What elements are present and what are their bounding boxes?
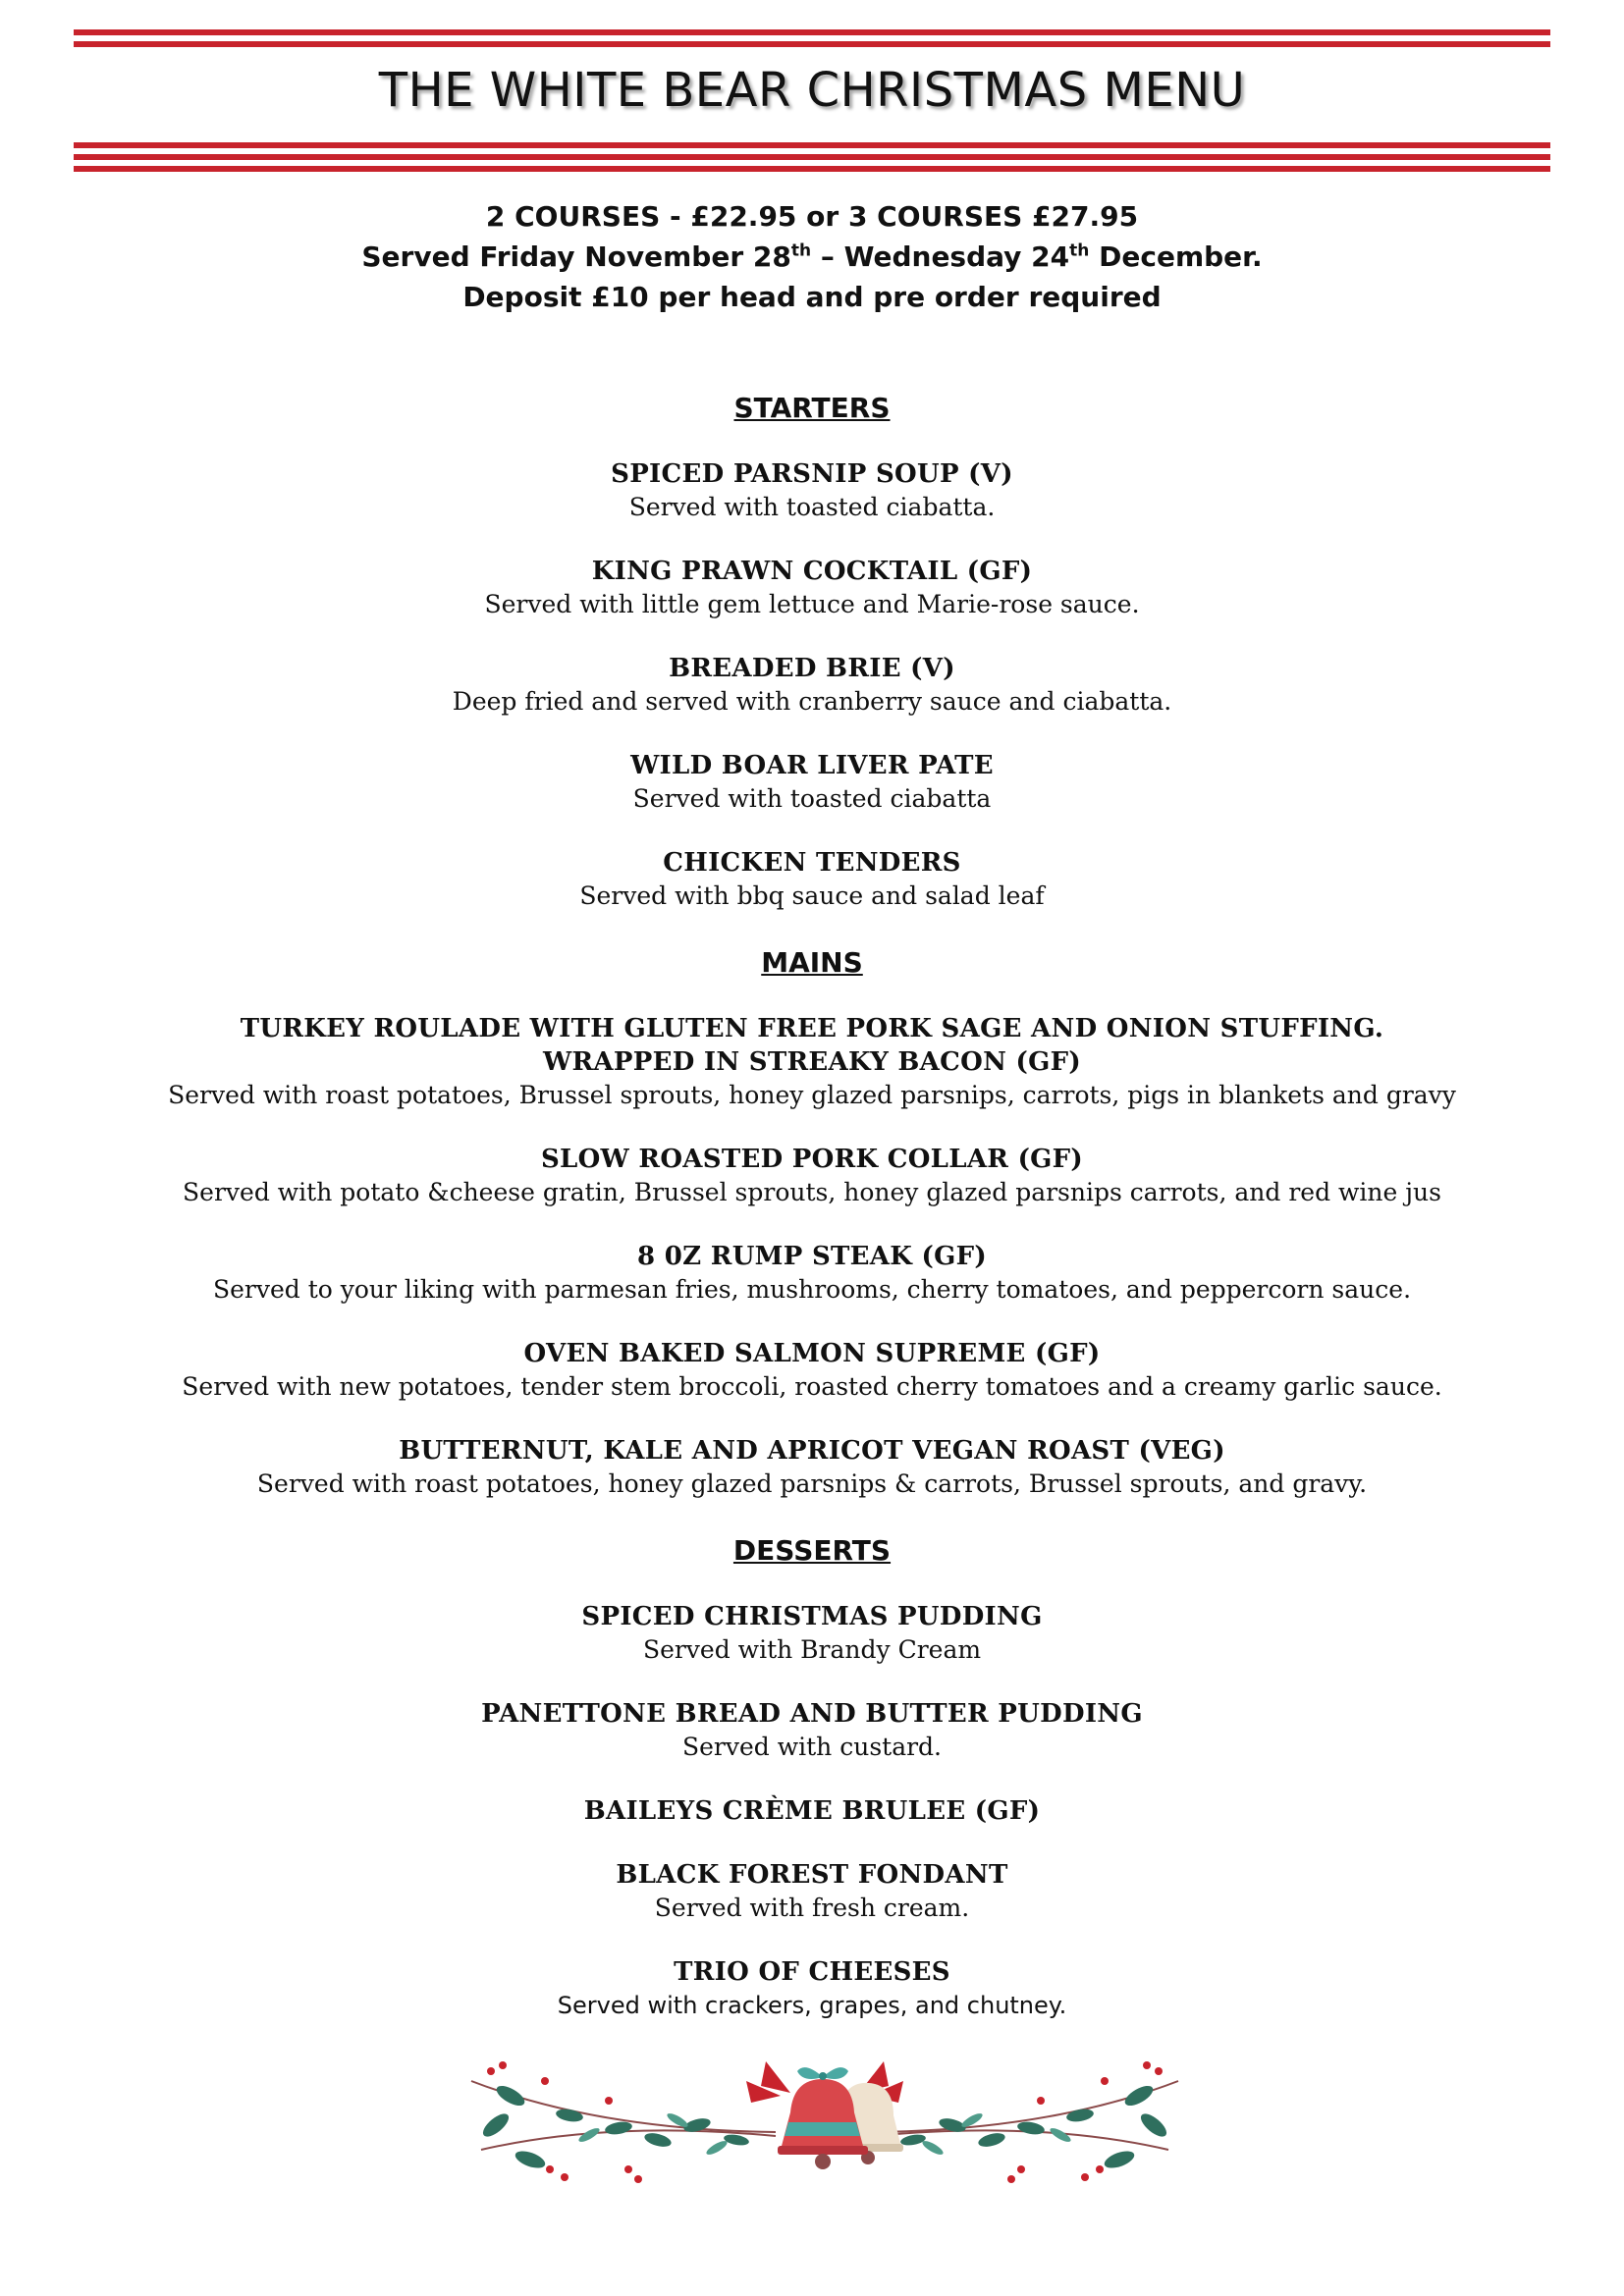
main-item [0,1143,1624,1209]
starter-item [0,457,1624,524]
dessert-item [0,1697,1624,1764]
price-line: 2 COURSES - £22.95 or 3 COURSES £27.95 [485,200,1139,233]
main-item [0,1240,1624,1307]
dish-name: BREADED BRIE (V) [669,654,955,683]
main-item [0,1012,1624,1112]
starter-item [0,749,1624,816]
dish-description: Served with new potatoes, tender stem broccoli, roasted cherry tomatoes and a creamy garlic sauce. [182,1372,1442,1401]
dessert-item [0,1600,1624,1667]
dessert-item [0,1794,1624,1828]
dish-description: Served with fresh cream. [654,1894,970,1922]
desserts-heading: DESSERTS [732,1534,892,1567]
starter-item [0,555,1624,621]
dish-description: Served with bbq sauce and salad leaf [579,881,1045,910]
dish-name: CHICKEN TENDERS [663,848,961,878]
dish-name: SPICED PARSNIP SOUP (V) [611,459,1013,489]
dish-name: SLOW ROASTED PORK COLLAR (GF) [540,1145,1084,1174]
dish-name: TURKEY ROULADE WITH GLUTEN FREE PORK SAGE AND ONION STUFFING. [240,1014,1384,1043]
mains-heading: MAINS [761,946,863,979]
dish-description: Served to your liking with parmesan fries, mushrooms, cherry tomatoes, and peppercorn sauce. [212,1275,1412,1304]
starter-item [0,846,1624,913]
bottom-red-stripes [74,142,1550,178]
dish-name: WILD BOAR LIVER PATE [630,751,994,780]
christmas-bells-garland-icon [452,2042,1198,2199]
dish-name: OVEN BAKED SALMON SUPREME (GF) [523,1339,1101,1368]
dish-name: BAILEYS CRÈME BRULEE (GF) [583,1796,1041,1826]
main-item [0,1337,1624,1404]
dish-name: PANETTONE BREAD AND BUTTER PUDDING [481,1699,1143,1729]
dish-description: Deep fried and served with cranberry sauce and ciabatta. [452,687,1172,716]
dish-description: Served with roast potatoes, honey glazed parsnips & carrots, Brussel sprouts, and gravy. [256,1469,1368,1498]
top-red-stripes [74,29,1550,53]
starters-heading: STARTERS [733,392,891,424]
dish-description: Served with little gem lettuce and Marie-rose sauce. [484,590,1140,618]
main-item [0,1434,1624,1501]
menu-title: THE WHITE BEAR CHRISTMAS MENU [378,63,1246,118]
dish-name: TRIO OF CHEESES [674,1957,950,1987]
dish-description: Served with custard. [681,1733,942,1761]
dish-name: KING PRAWN COCKTAIL (GF) [591,557,1033,586]
deposit-line: Deposit £10 per head and pre order required [462,281,1162,313]
dish-name: BUTTERNUT, KALE AND APRICOT VEGAN ROAST (VEG) [399,1436,1225,1466]
starter-item [0,652,1624,719]
dish-name-continued: WRAPPED IN STREAKY BACON (GF) [543,1047,1081,1077]
dessert-item [0,1858,1624,1925]
menu-body [0,389,1624,2022]
dish-description: Served with Brandy Cream [642,1635,982,1664]
dish-description: Served with roast potatoes, Brussel sprouts, honey glazed parsnips, carrots, pigs in blankets and gravy [168,1081,1456,1109]
dish-description: Served with toasted ciabatta. [628,493,996,521]
dish-description: Served with potato &cheese gratin, Brussel sprouts, honey glazed parsnips carrots, and red wine jus [183,1178,1441,1206]
dish-name: BLACK FOREST FONDANT [616,1860,1008,1890]
dish-description: Served with crackers, grapes, and chutney. [557,1992,1067,2019]
dessert-item [0,1955,1624,2022]
dish-name: 8 0Z RUMP STEAK (GF) [637,1242,987,1271]
dish-description: Served with toasted ciabatta [632,784,992,813]
pricing-intro [0,196,1624,317]
dates-line: Served Friday November 28th – Wednesday 24th December. [361,240,1263,273]
dish-name: SPICED CHRISTMAS PUDDING [581,1602,1043,1631]
